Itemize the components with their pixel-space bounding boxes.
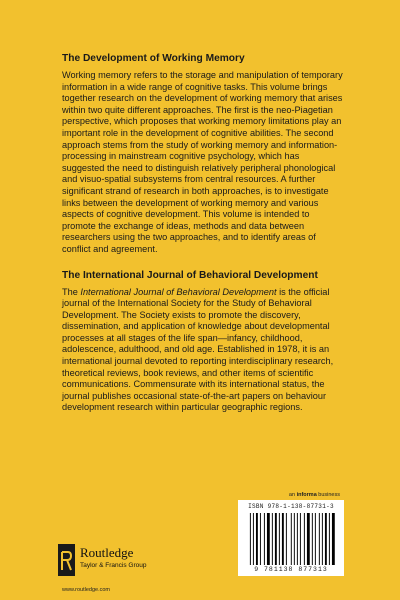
section-journal [62,269,344,415]
journal-title: International Journal of Behavioral Development [80,286,277,297]
barcode-bar [250,513,251,565]
publisher-group: Taylor & Francis Group [80,562,147,569]
barcode-bar [253,513,254,565]
barcode-bar [282,513,284,565]
barcode-bar [307,513,310,565]
section-heading: The International Journal of Behavioral Development [62,269,318,281]
barcode-bar [315,513,316,565]
barcode-bar [291,513,292,565]
barcode-bars [248,513,338,565]
barcode-bar [260,513,261,565]
routledge-logo [58,544,208,584]
barcode-bar [300,513,301,565]
isbn-label: ISBN 978-1-138-87731-3 [248,503,334,510]
back-cover-text [62,52,344,414]
routledge-r-icon [58,544,75,576]
barcode-bar [329,513,330,565]
publisher-url: www.routledge.com [62,587,110,593]
barcode-bar [294,513,295,565]
barcode-bar [319,513,320,565]
barcode-bar [322,513,323,565]
barcode [238,500,344,576]
barcode-number: 9 781138 877313 [254,566,328,573]
barcode-bar [267,513,270,565]
barcode-bar [332,513,335,565]
barcode-bar [256,513,258,565]
informa-business-label: an informa business [288,492,340,498]
section-body: The International Journal of Behavioral Development is the official journal of the International Society for the Study of Behavioral Development. The Society exists to promote the discovery, dissemination, and application of knowledge about developmental processes at all stages of the life span—infancy, childhood, adolescence, adulthood, and old age. Established in 1978, it is an international journal devoted to reporting interdisciplinary research, theoretical reviews, book reviews, and other items of scientific communications. Commensurate with its international status, the journal publishes occasional state-of-the-art papers on behaviour development research within particular geographic regions. [62,286,334,413]
barcode-bar [304,513,305,565]
publisher-name: Routledge [80,545,134,560]
barcode-bar [312,513,313,565]
barcode-bar [325,513,327,565]
section-working-memory [62,52,344,256]
barcode-bar [264,513,265,565]
barcode-bar [272,513,273,565]
section-heading: The Development of Working Memory [62,53,245,64]
section-body: Working memory refers to the storage and manipulation of temporary information in a wide range of cognitive tasks. This volume brings together research on the development of working memory that arises within two quite different approaches. The first is the neo-Piagetian perspective, which proposes that working memory limitations play an important role in the development of cognitive abilities. The second approach stems from the study of working memory and information-processing in mainstream cognitive psychology, which has suggested the need to distinguish relatively peripheral phonological and visuo-spatial subsystems from central resources. A further significant strand of research in both approaches, is to investigate links between the development of working memory and various aspects of cognitive development. This volume is intended to promote the exchange of ideas, methods and data between researchers using the two approaches, and to identify areas of conflict and agreement. [62,70,343,254]
barcode-bar [279,513,280,565]
barcode-bar [275,513,277,565]
barcode-bar [297,513,298,565]
barcode-bar [286,513,287,565]
